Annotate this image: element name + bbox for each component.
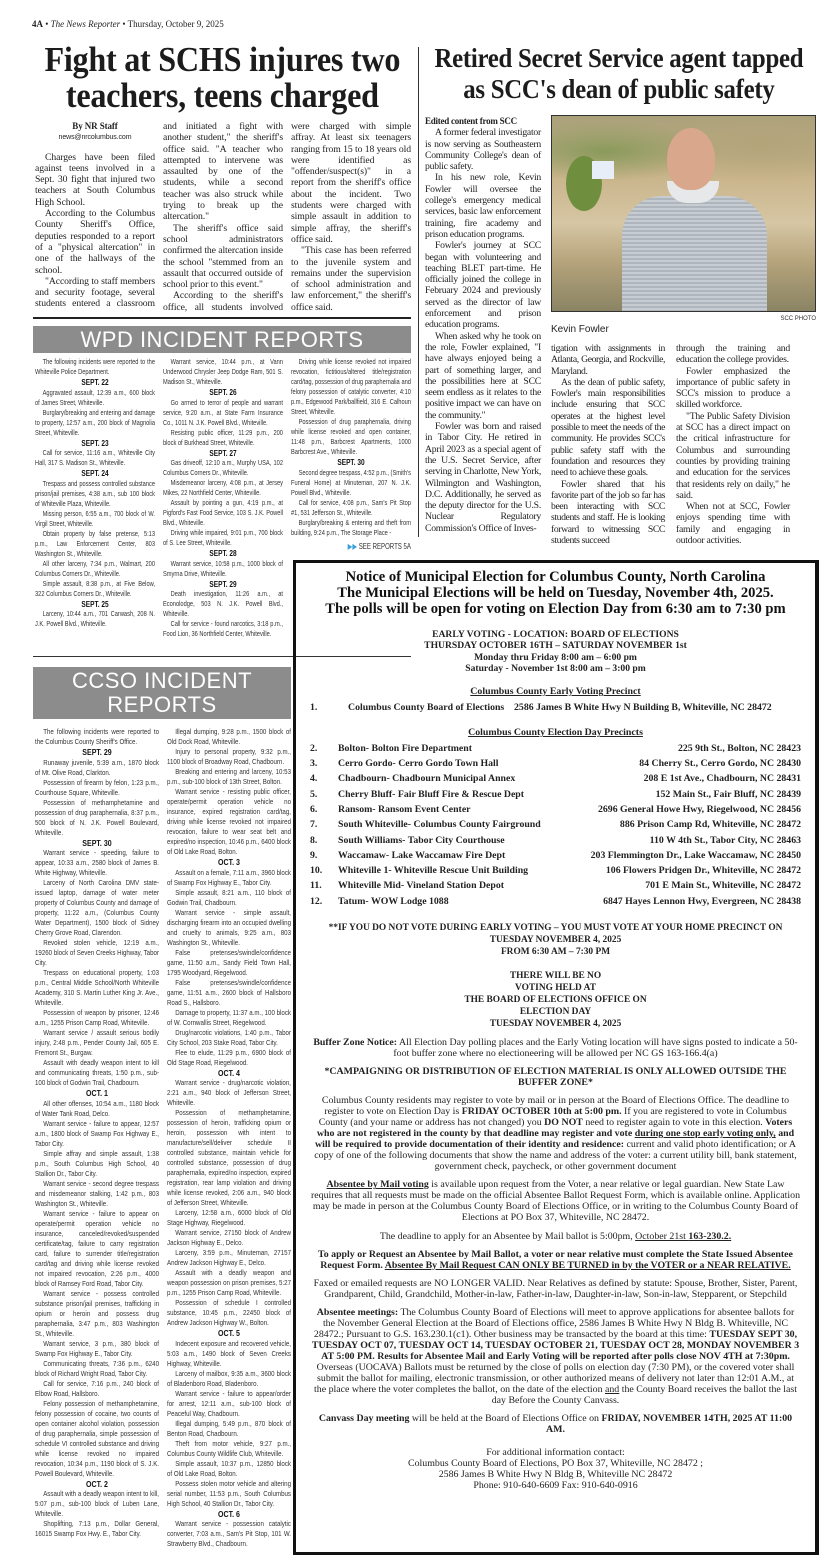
report-date: SEPT. 27: [209, 447, 237, 458]
incident-item: Burglary/breaking & entering and theft from building, 9:24 p.m., The Storage Place -: [290, 517, 411, 537]
notice-text: Canvass Day meeting: [318, 1413, 410, 1425]
notice-paragraph: [310, 1095, 801, 1172]
precinct-name: South Williams- Tabor City Courthouse: [338, 834, 505, 846]
precinct-name: Tatum- WOW Lodge 1088: [338, 895, 449, 907]
see-more-link[interactable]: [291, 541, 411, 552]
incident-item: Warrant service - drug/narcotic violation, 2:21 a.m., 940 block of Jefferson Street, Whiteville.: [166, 1078, 291, 1107]
report-date: OCT. 5: [218, 1328, 240, 1338]
article-paragraph: The sheriff's office said school administrators confirmed the altercation inside the school "stemmed from an assault that occurred outside of school prior to this event.": [163, 222, 283, 291]
incident-item: Simple affray and simple assault, 1:38 p.m., South Columbus High School, 40 Stallion Dr., Tabor City.: [35, 1148, 159, 1178]
incident-item: All other larceny, 7:34 p.m., Walmart, 200 Columbus Corners Dr., Whiteville.: [35, 558, 155, 578]
precinct-address: 106 Flowers Pridgen Dr., Whiteville, NC 28472: [605, 865, 801, 877]
report-date: OCT. 6: [218, 1508, 240, 1519]
incident-item: Warrant service - possession catalytic converter, 7:03 a.m., Sam's Pit Stop, 101 W. Strawberry Blvd., Chadbourn.: [166, 1519, 291, 1548]
precinct-number: 11.: [310, 880, 322, 892]
report-date: OCT. 2: [86, 1478, 108, 1489]
incident-item: Warrant service, 10:44 p.m., at Vann Underwood Chrysler Jeep Dodge Ram, 501 S. Madison St., Whiteville.: [162, 357, 283, 386]
notice-text: Voters who are not registered in the county by that deadline may register and vote: [316, 1117, 793, 1140]
notice-text: Buffer Zone Notice:: [313, 1036, 398, 1048]
precinct-name: Columbus County Board of Elections 2586 James B White Hwy N Building B, Whiteville, NC 28472: [348, 701, 772, 713]
notice-paragraph: [310, 1179, 801, 1223]
precinct-number: 6.: [310, 803, 318, 815]
article-paragraph: According to the sheriff's office, all students involved were charged with simple affray. At least six teenagers ranging from 15 to 18 years old were identified as "offender/suspect(s)" in a report from the sheriff's office about the incident. Two students were charged with simple assault in addition to simple affray, the sheriff's office said.: [163, 121, 411, 313]
incident-item: Larceny of mailbox, 9:35 a.m., 3600 block of Bladenboro Road, Bladenboro.: [166, 1368, 291, 1388]
incident-item: False pretenses/swindle/confidence game, 11:50 a.m., Sandy Field Town Hall, 1795 Woodyard, Riegelwood.: [166, 947, 291, 977]
paper-name: The News Reporter: [50, 19, 121, 29]
incident-item: Warrant service - failure to appear, 12:57 a.m., 1800 block of Swamp Fox Highway E., Tabor City.: [35, 1118, 159, 1148]
incident-item: Warrant service - simple assault, discharging firearm into an occupied dwelling and cruelty to animals, 9:25 a.m., 803 Washington St., Whiteville.: [166, 907, 291, 947]
incident-item: Runaway juvenile, 5:39 a.m., 1870 block of Mt. Olive Road, Clarkton.: [35, 757, 159, 777]
incident-item: Larceny, 12:58 a.m., 6000 block of Old Stage Highway, Riegelwood.: [166, 1208, 291, 1227]
article-paragraph: Fowler shared that his favorite part of the job so far has been interacting with SCC students and staff. He is looking forward to witnessing SCC students succeed: [551, 478, 665, 547]
incident-item: Assault with a deadly weapon intent to kill, 5:07 p.m., sub-100 block of Luben Lane, Whiteville.: [35, 1489, 159, 1518]
report-date: OCT. 3: [218, 857, 240, 867]
article-paragraph: "According to staff members and security footage, several students entered a classroom and initiated a fight with another student," the sheriff's office said. "A teacher who attempted to intervene was assaulted by one of the students, while a second teacher was also struck while trying to break up the altercation.": [35, 121, 283, 310]
incident-item: Aggravated assault, 12:39 a.m., 600 block of James Street, Whiteville.: [35, 387, 155, 407]
kevin-fowler-photo: [551, 115, 816, 312]
article-paragraph: tigation with assignments in Atlanta, Georgia, and Rockville, Maryland.: [551, 343, 665, 377]
notice-text: will be held at the Board of Elections Office on: [409, 1413, 602, 1425]
notice-line: **IF YOU DO NOT VOTE DURING EARLY VOTING – YOU MUST VOTE AT YOUR HOME PRECINCT ON: [328, 922, 783, 933]
incident-item: Death investigation, 11:26 a.m., at Econolodge, 503 N. J.K. Powell Blvd., Whiteville.: [162, 589, 283, 618]
precinct-name: Cherry Bluff- Fair Bluff Fire & Rescue Dept: [338, 788, 525, 800]
notice-text: FRIDAY OCTOBER 10th at 5:00 pm.: [461, 1106, 622, 1118]
scc-column-2: [551, 343, 665, 546]
notice-text: Columbus County residents may register to vote by mail or in person at the Board of Elections Office. The deadline to register to vote on Election Day is: [321, 1095, 790, 1118]
notice-title-line: The polls will be open for voting on Election Day from 6:30 am to 7:30 pm: [325, 601, 786, 617]
precinct-number: 8.: [310, 834, 318, 846]
article-paragraph: A former federal investigator is now serving as Southeastern Community College's dean of public safety.: [425, 127, 541, 173]
incident-item: Larceny of North Carolina DMV state-issued laptop, damage of water meter property of Columbus County and damage of property, 11:22 a.m., (Columbus County Water Department), 1500 block of Sidney Cherry Grove Road, Clarendon.: [35, 878, 159, 937]
wpd-banner: WPD INCIDENT REPORTS: [33, 326, 411, 353]
incident-item: Larceny, 3:59 p.m., Minuteman, 27157 Andrew Jackson Highway E., Delco.: [166, 1248, 291, 1267]
incident-item: Larceny, 10:44 a.m., 701 Carwash, 208 N. J.K. Powell Blvd., Whiteville.: [35, 609, 155, 628]
notice-text: To apply or Request an Absentee by Mail Ballot, a voter or near relative must complete the State Issued Absentee Request Form.: [318, 1248, 793, 1271]
contact-line: Columbus County Board of Elections, PO Box 37, Whiteville, NC 28472 ;: [408, 1458, 703, 1470]
report-date: SEPT. 22: [81, 377, 109, 387]
precinct-number: 2.: [310, 742, 318, 754]
precinct-row: [310, 818, 801, 833]
incident-item: Possession of methamphetamine, possession of heroin, trafficking opium or heroin, possession with intent to manufacture/sell/deliver schedule II controlled substance, maintain vehicle for controlled substance, possession of drug paraphernalia, expired/no inspection, expired registration, rear lamp violation and driving while license revoked, 2:06 a.m., 940 block of Jefferson Street, Whiteville.: [166, 1108, 291, 1207]
schs-headline: Fight at SCHS injures two teachers, teens charged: [44, 40, 400, 115]
incident-item: Simple assault, 8:38 p.m., at Five Below, 322 Columbus Corners Dr., Whiteville.: [35, 578, 155, 598]
early-precinct-heading: Columbus County Early Voting Precinct: [470, 686, 641, 698]
precinct-address: 225 9th St., Bolton, NC 28423: [677, 742, 801, 754]
incident-item: Warrant service - second degree trespass and misdemeanor stalking, 1:42 p.m., 803 Washington St., Whiteville.: [35, 1178, 159, 1208]
precinct-address: 84 Cherry St., Cerro Gordo, NC 28430: [639, 758, 801, 770]
precinct-name: Ransom- Ransom Event Center: [338, 803, 471, 815]
precinct-row: [310, 833, 801, 848]
precinct-address: 203 Flemmington Dr., Lake Waccamaw, NC 28450: [590, 849, 801, 861]
notice-title-line: Notice of Municipal Election for Columbus County, North Carolina: [345, 569, 766, 585]
incident-item: Simple assault, 10:37 p.m., 12850 block of Old Lake Road, Bolton.: [166, 1458, 291, 1478]
incident-item: Misdemeanor larceny, 4:08 p.m., at Jersey Mikes, 22 Northfield Center, Whiteville.: [162, 478, 283, 497]
precinct-row: [310, 741, 801, 756]
notice-paragraph: [310, 1037, 801, 1059]
early-voting-line: EARLY VOTING - LOCATION: BOARD OF ELECTIONS: [432, 629, 679, 640]
early-voting-line: Saturday - November 1st 8:00 am – 3:00 pm: [465, 662, 646, 674]
incident-item: Warrant service - failure to appear on operate/permit operation vehicle no insurance, canceled/revoked/suspended certificate/tag, failure to carry registration card, failure to surrender title/registration card/tag and driving while license revoked not impaired revocation, 2:26 p.m., 4000 block of Ramsey Ford Road, Tabor City.: [35, 1208, 159, 1288]
article-paragraph: As the dean of public safety, Fowler's main responsibilities include ensuring that SCC operates at the highest level possible to meet the needs of the community. He provides SCC's public safety staff with the foundation and resources they need to achieve these goals.: [551, 376, 665, 479]
incident-item: Revoked stolen vehicle, 12:19 a.m., 19260 block of Seven Creeks Highway, Tabor City.: [35, 938, 159, 967]
incident-item: Flee to elude, 11:29 p.m., 6900 block of Old Stage Road, Riegelwood.: [166, 1047, 291, 1067]
precinct-address: 110 W 4th St., Tabor City, NC 28463: [649, 834, 801, 846]
precinct-name: Whiteville 1- Whiteville Rescue Unit Building: [338, 865, 529, 877]
column-divider: [418, 47, 419, 537]
notice-text: TUESDAY SEPT 30, TUESDAY OCT 07, TUESDAY OCT 14, TUESDAY OCTOBER 21, TUESDAY OCT 28, MONDAY NOVEMBER 3 AT 5:00 PM. Results for Absentee Mail and Early Voting will be reported after polls close NOV 4TH at 7:30pm.: [311, 1329, 800, 1363]
reports-intro: The following incidents were reported to the Whiteville Police Department.: [35, 357, 155, 376]
incident-item: Second degree trespass, 4:52 p.m., (Smith's Funeral Home) at Minuteman, 207 N. J.K. Powell Blvd., Whiteville.: [290, 467, 411, 497]
incident-item: Call for service - found narcotics, 3:18 p.m., Food Lion, 36 Northfield Center, Whiteville.: [162, 619, 283, 638]
notice-text: and: [604, 1384, 620, 1396]
article-paragraph: In his new role, Kevin Fowler will oversee the college's emergency medical services, basic law enforcement training, fire academy and prison education programs.: [425, 172, 541, 240]
notice-text: The Columbus County Board of Elections will meet to approve applications for absentee ballots for the November General Election at the Board of Elections office, 2586 James B White Hwy N Bldg B. Whiteville, NC 28472.; Pursuant to G.S. 163.230.1(c1). Other business may be transacted by the board at this time:: [313, 1307, 795, 1341]
notice-text: *CAMPAIGNING OR DISTRIBUTION OF ELECTION MATERIAL IS ONLY ALLOWED OUTSIDE THE BUFFER ZONE*: [324, 1065, 787, 1088]
see-more-label: SEE REPORTS 5A: [358, 541, 411, 551]
incident-item: Possession of weapon by prisoner, 12:46 a.m., 1255 Prison Camp Road, Whiteville.: [35, 1008, 159, 1027]
precinct-row: [310, 864, 801, 879]
precinct-number: 5.: [310, 788, 318, 800]
notice-text: October 21st: [635, 1230, 689, 1242]
incident-item: Warrant service - resisting public officer, operate/permit operation vehicle no insurance, expired registration card/tag, driving while license revoked not impaired revocation, failure to wear seat belt and expired/no inspection, 10:46 p.m., 6400 block of Old Lake Road, Bolton.: [166, 787, 291, 856]
incident-item: Illegal dumping, 9:28 p.m., 1500 block of Old Dock Road, Whiteville.: [166, 727, 291, 746]
incident-item: Resisting public officer, 11:29 p.m., 200 block of Burkhead Street, Whiteville.: [162, 427, 283, 447]
article-paragraph: Fowler was born and raised in Tabor City. He retired in April 2023 as a special agent of the U.S. Secret Service, after serving in Charlotte, New York, Wilmington and Washington, D.C. Additionally, he served as the deputy director for the U.S. Nuclear Regulatory Commission's Office of Inves-: [425, 421, 541, 534]
precinct-number: 4.: [310, 773, 318, 785]
arrow-icon: ▶▶: [347, 541, 358, 551]
schs-article-body: [35, 121, 411, 314]
notice-line: THERE WILL BE NO: [509, 970, 602, 981]
article-paragraph: When asked why he took on the role, Fowler explained, "I have always enjoyed being a part of something larger, and the possibilities here at SCC seem endless as it relates to the positive impact we can have on the community.": [425, 330, 541, 421]
contact-line: 2586 James B White Hwy N Bldg B, Whiteville NC 28472: [438, 1469, 673, 1481]
incident-item: Trespass on educational property, 1:03 p.m., Central Middle School/North Whiteville Academy, 310 S. Martin Luther King Jr. Ave., Whiteville.: [35, 968, 159, 1007]
incident-item: Illegal dumping, 5:49 p.m., 870 block of Benton Road, Chadbourn.: [166, 1418, 291, 1438]
precinct-row: [310, 848, 801, 863]
early-voting-line: THURSDAY OCTOBER 16TH – SATURDAY NOVEMBER 1st: [424, 640, 687, 652]
early-voting-info: [310, 629, 801, 674]
article-paragraph: According to the Columbus County Sheriff's Office, deputies responded to a report of a "physical altercation" in one of the hallways of the school.: [35, 208, 155, 276]
report-date: SEPT. 30: [82, 837, 112, 848]
incident-item: Possession of schedule I controlled substance, 10:45 p.m., 22450 block of Andrew Jackson Highway W., Bolton.: [166, 1298, 291, 1327]
early-precinct-table: [310, 700, 801, 715]
incident-item: Shoplifting, 7:13 p.m., Dollar General, 16015 Swamp Fox Hwy. E., Tabor City.: [35, 1519, 159, 1538]
early-voting-line: Monday thru Friday 8:00 am – 6:00 pm: [474, 651, 637, 663]
report-date: SEPT. 25: [81, 598, 109, 609]
no-voting-notice: [310, 970, 801, 1030]
precinct-row: [310, 772, 801, 787]
incident-item: Obtain property by false pretense, 5:13 p.m., Law Enforcement Center, 803 Washington St., Whiteville.: [35, 528, 155, 558]
incident-item: Theft from motor vehicle, 9:27 p.m., Columbus County Wildlife Club, Whiteville.: [166, 1438, 291, 1458]
election-notice: [293, 560, 819, 1555]
notice-text: during one stop early voting only,: [634, 1128, 776, 1140]
scc-headline: Retired Secret Service agent tapped as SCC's dean of public safety: [434, 43, 804, 104]
incident-item: Assault with a deadly weapon and weapon possession on prison premises, 5:27 p.m., 1255 Prison Camp Road, Whiteville.: [166, 1268, 291, 1297]
notice-text: FRIDAY, NOVEMBER 14TH, 2025 AT 11:00 AM.: [546, 1413, 793, 1436]
incident-item: Call for service, 4:08 p.m., Sam's Pit Stop #1, 531 Jefferson St., Whiteville.: [290, 497, 411, 517]
incident-item: Warrant service - speeding, failure to appear, 10:33 a.m., 2580 block of James B. White Highway, Whiteville.: [35, 848, 159, 877]
precinct-row: [310, 894, 801, 909]
contact-info: [310, 1447, 801, 1491]
incident-item: Assault on a female, 7:11 a.m., 3960 block of Swamp Fox Highway E., Tabor City.: [166, 867, 291, 887]
incident-item: All other offenses, 10:54 a.m., 1180 block of Water Tank Road, Delco.: [35, 1098, 159, 1118]
precinct-name: Bolton- Bolton Fire Department: [338, 742, 472, 754]
article-paragraph: Fowler emphasized the importance of public safety in SCC's mission to produce a skilled workforce.: [676, 365, 790, 411]
precinct-address: 701 E Main St., Whiteville, NC 28472: [645, 880, 801, 892]
page-number: 4A: [32, 19, 43, 29]
report-date: SEPT. 30: [337, 457, 365, 467]
incident-item: Go armed to terror of people and warrant service, 9:20 a.m., at State Farm Insurance Co., 1011 N. J.K. Powell Blvd., Whiteville.: [162, 397, 283, 427]
report-date: SEPT. 24: [81, 468, 109, 478]
notice-paragraph: [310, 1066, 801, 1088]
notice-line: THE BOARD OF ELECTIONS OFFICE ON: [464, 994, 647, 1005]
scc-column-3: [676, 343, 790, 546]
precinct-address: 152 Main St., Fair Bluff, NC 28439: [655, 788, 801, 800]
precinct-address: 6847 Hayes Lennon Hwy, Evergreen, NC 28438: [603, 895, 801, 907]
precinct-number: 7.: [310, 819, 318, 831]
incident-item: Burglary/breaking and entering and damage to property, 12:57 a.m., 200 block of Magnolia Street, Whiteville.: [35, 407, 155, 437]
precinct-number: 1.: [310, 701, 318, 713]
article-paragraph: When not at SCC, Fowler enjoys spending time with family and engaging in outdoor activities.: [676, 501, 790, 547]
notice-text: Absentee by Mail voting: [326, 1179, 429, 1191]
photo-credit: SCC PHOTO: [780, 316, 816, 322]
incident-item: Assault with deadly weapon intent to kill and communicating threats, 1:50 p.m., sub-100 block of Godwin Trail, Chadbourn.: [35, 1058, 159, 1087]
precinct-row: [310, 757, 801, 772]
incident-item: Gas driveoff, 12:10 a.m., Murphy USA, 102 Columbus Corners Dr., Whiteville.: [162, 458, 283, 477]
incident-item: Driving while license revoked not impaired revocation, fictitious/altered title/registration card/tag, possession of drug paraphernalia and felony possession of catalytic converter, 4:10 p.m., Edgewood Park/ballfield, 316 E. Calhoun Street, Whiteville.: [290, 357, 411, 416]
contact-line: For additional information contact:: [486, 1447, 625, 1459]
home-precinct-notice: [310, 922, 801, 958]
incident-item: Warrant service, 3 p.m., 380 block of Swamp Fox Highway E., Tabor City.: [35, 1338, 159, 1358]
precinct-address: 2696 General Howe Hwy, Riegelwood, NC 28456: [598, 803, 801, 815]
notice-text: The deadline to apply for an Absentee by Mail ballot is 5:00pm,: [379, 1230, 636, 1242]
notice-text: Absentee meetings:: [316, 1307, 399, 1319]
notice-line: VOTING HELD AT: [515, 982, 596, 993]
notice-text: is available upon request from the Voter, a near relative or legal guardian. New State Law requires that all requests must be made on the official Absentee Ballot Request Form, which is available online. Application may be made in person at the Columbus County Board of Elections Office, or in writing to the Columbus County Board of Elections at PO Box 37, Whiteville, NC 28472.: [310, 1179, 801, 1224]
notice-title-line: The Municipal Elections will be held on Tuesday, November 4th, 2025.: [337, 585, 774, 601]
incident-item: Possession of methamphetamine and possession of drug paraphernalia, 8:37 p.m., 500 block of N. J.K. Powell Boulevard, Whiteville.: [35, 797, 159, 837]
notice-text: Overseas (UOCAVA) Ballots must be returned by the close of polls on election day (7:30 PM), or the covered voter shall submit the ballot for mailing, electronic transmission, or other authorized means of delivery not later than 12:01 A.M., at the place where the voter completes the ballot, on the date of the election: [314, 1362, 795, 1396]
incident-item: Indecent exposure and recovered vehicle, 5:03 a.m., 1490 block of Seven Creeks Highway, Whiteville.: [166, 1338, 291, 1368]
precinct-row: [310, 879, 801, 894]
notice-text: current and valid photo identification; or A copy of one of the following documents that show the name and address of the voter: a current utility bill, bank statement, government check, paycheck, or other government document: [314, 1139, 797, 1173]
issue-date: Thursday, October 9, 2025: [127, 19, 224, 29]
incident-item: Call for service, 11:16 a.m., Whiteville City Hall, 317 S. Madison St., Whiteville.: [35, 448, 155, 467]
incident-item: Assault by pointing a gun, 4:19 p.m., at Pigford's Fast Food Service, 103 S. J.K. Powell Blvd., Whiteville.: [162, 498, 283, 527]
scc-column-1: [425, 116, 541, 534]
section-divider: [33, 317, 411, 319]
folio: 4A • The News Reporter • Thursday, October 9, 2025: [32, 19, 224, 29]
incident-item: Driving while impaired, 9:01 p.m., 700 block of S. Lee Street, Whiteville.: [162, 528, 283, 547]
notice-paragraph: [310, 1249, 801, 1271]
incident-item: Warrant service, 10:58 p.m., 1000 block of Smyrna Drive, Whiteville.: [162, 558, 283, 578]
article-paragraph: through the training and education the college provides.: [676, 343, 790, 366]
incident-item: Possession of drug paraphernalia, driving while license revoked and open container, 11:48 p.m., Barbcrest Apartments, 1000 Barbcrest Ave., Whiteville.: [290, 417, 411, 456]
day-precinct-heading: Columbus County Election Day Precincts: [468, 727, 643, 739]
contact-line: Phone: 910-640-6609 Fax: 910-640-0916: [473, 1480, 638, 1492]
byline-email: news@nrcolumbus.com: [58, 134, 132, 142]
photo-caption: Kevin Fowler: [551, 324, 609, 335]
precinct-name: Chadbourn- Chadbourn Municipal Annex: [338, 773, 516, 785]
notice-text: the County Board receives the ballot the last day Before the County Canvass.: [491, 1384, 797, 1407]
incident-item: Call for service, 7:16 p.m., 240 block of Elbow Road, Hallsboro.: [35, 1378, 159, 1398]
incident-item: Simple assault, 8:21 a.m., 110 block of Godwin Trail, Chadbourn.: [166, 887, 291, 907]
notice-text: DO NOT: [544, 1117, 583, 1129]
incident-item: Breaking and entering and larceny, 10:53 p.m., sub-100 block of 13th Street, Bolton.: [166, 767, 291, 786]
report-date: SEPT. 23: [81, 437, 109, 448]
incident-item: Missing person, 6:55 a.m., 700 block of W. Virgil Street, Whiteville.: [35, 508, 155, 528]
notice-line: TUESDAY NOVEMBER 4, 2025: [489, 934, 622, 945]
notice-title: [310, 569, 801, 617]
ccso-banner: CCSO INCIDENT REPORTS: [33, 667, 291, 719]
report-date: OCT. 4: [218, 1067, 240, 1078]
incident-item: Damage to property, 11:37 a.m., 100 block of W. Cornwallis Street, Riegelwood.: [166, 1007, 291, 1027]
precinct-table: [310, 741, 801, 909]
report-date: SEPT. 26: [209, 387, 237, 397]
edited-credit: Edited content from SCC: [425, 116, 517, 126]
report-date: SEPT. 29: [209, 578, 237, 589]
byline: By NR Staff: [72, 121, 118, 131]
precinct-number: 9.: [310, 849, 318, 861]
incident-item: Injury to personal property, 9:32 p.m., 1100 block of Broadway Road, Chadbourn.: [166, 747, 291, 766]
notice-text: need to register again to vote in this election.: [582, 1117, 766, 1129]
notice-line: FROM 6:30 AM – 7:30 PM: [500, 946, 611, 957]
precinct-address: 886 Prison Camp Rd, Whiteville, NC 28472: [619, 819, 801, 831]
incident-item: Warrant service, 27150 block of Andrew Jackson Highway E., Delco.: [166, 1228, 291, 1247]
notice-paragraph: [310, 1307, 801, 1406]
precinct-row: [310, 700, 801, 715]
precinct-address: 2586 James B White Hwy N Building B, Whiteville, NC 28472: [514, 701, 772, 713]
report-date: OCT. 1: [86, 1088, 108, 1098]
precinct-number: 3.: [310, 758, 318, 770]
precinct-number: 12.: [310, 895, 323, 907]
article-paragraph: "This case has been referred to the juvenile system and remains under the supervision of school administration and law enforcement," the sheriff's office said.: [291, 245, 411, 313]
notice-line: TUESDAY NOVEMBER 4, 2025: [489, 1018, 622, 1029]
incident-item: Trespass and possess controlled substance prison/jail premises, 4:38 a.m., sub 100 block of Whiteville Plaza, Whiteville.: [35, 478, 155, 508]
notice-text: All Election Day polling places and the Early Voting location will have signs posted to indicate a 50-foot buffer zone where no electioneering will be allowed per NC GS 163-166.4(a): [393, 1036, 798, 1059]
notice-text: 163-230.2.: [688, 1230, 732, 1242]
article-paragraph: Charges have been filed against teens involved in a Sept. 30 fight that injured two teachers at South Columbus High School.: [35, 151, 155, 208]
incident-item: False pretenses/swindle/confidence game, 11:51 a.m., 2600 block of Hallsboro Road S., Hallsboro.: [166, 977, 291, 1007]
incident-item: Possess stolen motor vehicle and altering serial number, 11:53 p.m., South Columbus High School, 40 Stallion Dr., Tabor City.: [166, 1478, 291, 1508]
notice-text: Faxed or emailed requests are NO LONGER VALID. Near Relatives as defined by statute: Spouse, Brother, Sister, Parent, Grandparent, Child, Grandchild, Mother-in-law, Father-in-law, Daughter-in-law, Son-in-law, Stepparent, or Stepchild: [313, 1277, 798, 1300]
precinct-name: Waccamaw- Lake Waccamaw Fire Dept: [338, 849, 506, 861]
incident-item: Warrant service - failure to appear/order for arrest, 12:11 a.m., sub-100 block of Peaceful Way, Chadbourn.: [166, 1388, 291, 1418]
incident-item: Warrant service / assault serious bodily injury, 2:48 p.m., Pender County Jail, 605 E. Fremont St., Burgaw.: [35, 1028, 159, 1057]
incident-item: Warrant service - possess controlled substance prison/jail premises, trafficking in opium or heroin and possess drug paraphernalia, 3:47 p.m., 803 Washington St., Whiteville.: [35, 1288, 159, 1338]
notice-paragraph: [310, 1413, 801, 1435]
report-date: SEPT. 28: [209, 548, 237, 558]
precinct-number: 10.: [310, 865, 323, 877]
precinct-row: [310, 787, 801, 802]
incident-item: Possession of firearm by felon, 1:23 p.m., Courthouse Square, Whiteville.: [35, 777, 159, 797]
ccso-reports: [35, 727, 291, 1553]
article-paragraph: Fowler's journey at SCC began with volunteering and teaching BLET part-time. He officially joined the college in February 2024 and previously served as the director of law enforcement and prison education programs.: [425, 240, 541, 331]
notice-line: ELECTION DAY: [519, 1006, 592, 1017]
incident-item: Drug/narcotic violations, 1:40 p.m., Tabor City School, 203 Stake Road, Tabor City.: [166, 1027, 291, 1047]
precinct-name: Whiteville Mid- Vineland Station Depot: [338, 880, 505, 892]
notice-text: Absentee By Mail Request CAN ONLY BE TURNED in by the VOTER or a NEAR RELATIVE.: [384, 1259, 791, 1271]
precinct-name: South Whiteville- Columbus County Fairground: [338, 819, 541, 831]
precinct-row: [310, 803, 801, 818]
notice-paragraph: [310, 1231, 801, 1242]
notice-text: If you are registered to vote in Columbus County (and your name or address has not changed) you: [318, 1106, 787, 1129]
precinct-name: Cerro Gordo- Cerro Gordo Town Hall: [338, 758, 499, 770]
notice-paragraph: [310, 1278, 801, 1300]
report-date: SEPT. 29: [82, 747, 112, 757]
incident-item: Felony possession of methamphetamine, felony possession of cocaine, two counts of open container alcohol violation, possession of drug paraphernalia, simple possession of schedule VI controlled substance and driving while license revoked no impaired revocation, 10:34 p.m., 1190 block of S. J.K. Powell Boulevard, Whiteville.: [35, 1398, 159, 1478]
notice-text: and will be required to provide documentation of their identity and residence:: [314, 1128, 795, 1151]
reports-intro: The following incidents were reported to the Columbus County Sheriff's Office.: [35, 727, 159, 746]
article-paragraph: "The Public Safety Division at SCC has a direct impact on the critical infrastructure for Columbus and surrounding counties by providing training and education for the services that residents rely on daily," he said.: [676, 410, 790, 501]
incident-item: Communicating threats, 7:36 p.m., 6240 block of Richard Wright Road, Tabor City.: [35, 1358, 159, 1378]
precinct-address: 208 E 1st Ave., Chadbourn, NC 28431: [643, 773, 801, 785]
